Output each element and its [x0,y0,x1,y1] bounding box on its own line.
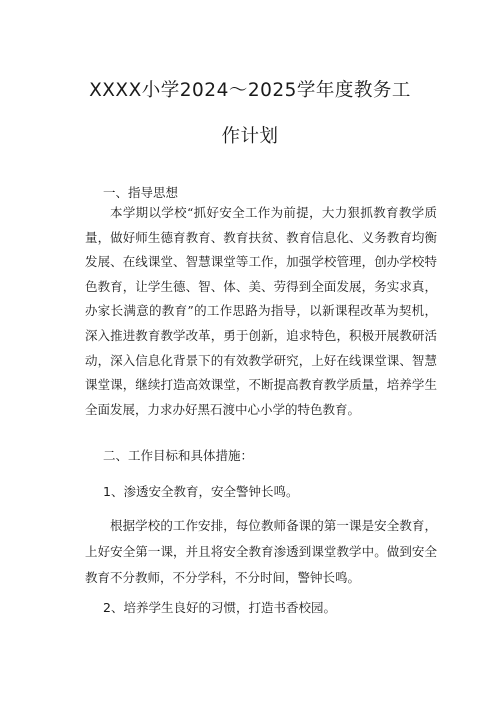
item-1-paragraph: 根据学校的工作安排，每位教师备课的第一课是安全教育，上好安全第一课，并且将安全教育渗透到课堂教学中。做到安全教育不分教师，不分学科，不分时间，警钟长鸣。 [85,518,437,585]
item-2-heading: 2、培养学生良好的习惯，打造书香校园。 [103,600,336,615]
document-title-line-2: 作计划 [221,126,279,147]
document-title-line-1: XXXX小学2024～2025学年度教务工 [89,80,411,101]
section-2-heading: 二、工作目标和具体措施： [103,448,254,463]
section-1-heading: 一、指导思想 [103,185,179,200]
section-1-paragraph: 本学期以学校“抓好安全工作为前提，大力狠抓教育教学质量，做好师生德育教育、教育扶贫、教育信息化、义务教育均衡发展、在线课堂、智慧课堂等工作，加强学校管理，创办学校特色教育，让学生德、智、体、美、劳得到全面发展，务实求真，办家长满意的教育”的工作思路为指导，以新课程改革为契机，深入推进教育教学改革，勇于创新，追求特色，积极开展教研活动，深入信息化背景下的有效教学研究，上好在线课堂课、智慧课堂课，继续打造高效课堂，不断提高教育教学质量，培养学生全面发展，力求办好黑石渡中心小学的特色教育。 [85,205,437,417]
item-1-heading: 1、渗透安全教育，安全警钟长鸣。 [103,484,299,499]
